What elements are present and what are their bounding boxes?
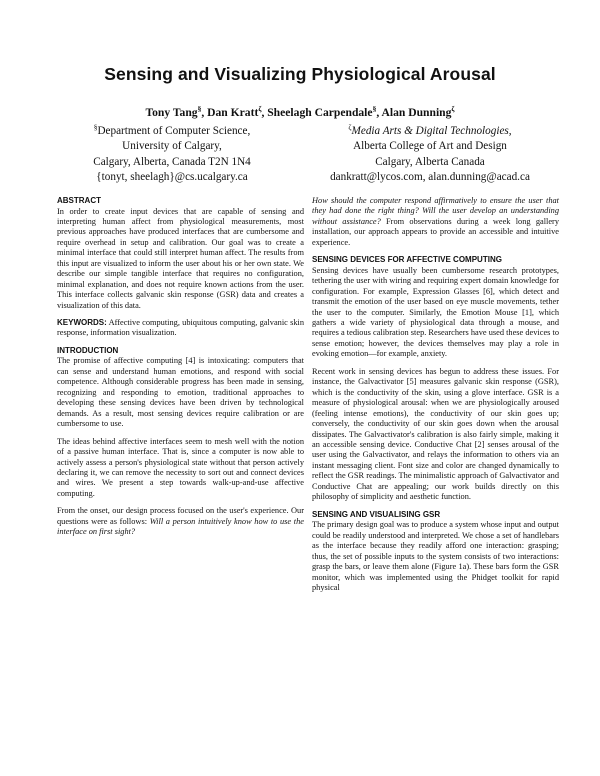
introduction-heading: INTRODUCTION [57, 345, 119, 355]
author-email: {tonyt, sheelagh}@cs.ucalgary.ca [96, 170, 248, 183]
abstract-heading: ABSTRACT [57, 196, 101, 205]
author: Dan Kratt$^\zeta$ [207, 104, 262, 119]
questions-paragraph: How should the computer respond affirmatively to ensure the user that they had done the right thing? Will the user develop an understanding without assistance? From observations during a week long gallery installation, our approach appears to provide an accessible and intuitive experience. [312, 196, 559, 247]
abstract-text: In order to create input devices that are capable of sensing and interpreting human affect from physiological measurements, most previous approaches have produced interfaces that are cumbersome and require overhead in setup and calibration. Our goal was to create a minimal interface that could still interpret human affect. The results from this input are visualized to inform the user about his or her own state. We describe our simple tangible interface that requires no configuration, minimal explanation, and does not require known actions from the user. This interface collects galvanic skin response (GSR) data and creates a visualization of this data. [57, 206, 304, 310]
author: Tony Tang§ [145, 104, 202, 119]
intro-paragraph: From the onset, our design process focused on the user's experience. Our questions were as follows: Will a person intuitively know how to use the interface on first sight? [57, 506, 304, 537]
author-list: Tony Tang§, Dan Kratt$^\zeta$, Sheelagh Carpendale§, Alan Dunning$^\zeta$ [145, 104, 455, 119]
gsr-paragraph: The primary design goal was to produce a system whose input and output could be readily understood and interpreted. We chose a set of handlebars as the interface because they readily afford one interaction: grasping; thus, the set of possible inputs to the system consists of two interactions: grasp the bars, or leave them alone (Figure 1a). These bars form the GSR monitor, which was implemented using the Phidget toolkit for rapid physical [312, 520, 559, 592]
affiliation-left: §Department of Computer Science, University of Calgary, Calgary, Alberta, Canada T2N 1N4 {tonyt, sheelagh}@cs.ucalgary.ca [42, 124, 302, 185]
author: Sheelagh Carpendale§ [267, 104, 377, 119]
sensing-paragraph: Sensing devices have usually been cumbersome research prototypes, tethering the user with wiring and requiring expert domain knowledge for configuration. For example, Expression Glasses [6], which detect and transmit the emotion of the user based on eye muscle movements, tether the user to the computer. Similarly, the Emotion Mouse [1], which gathers a wide variety of physiological data through a mouse, and requires a tedious calibration step. Researchers have used these devices to sense emotion; however, the devices themselves may play a role in evoking emotion—for example, anxiety. [312, 265, 559, 359]
right-column [312, 196, 559, 600]
intro-paragraph: The promise of affective computing [4] is intoxicating: computers that can sense and understand human emotions, and respond with social competence. Although considerable progress has been made in sensing, recognizing and responding to emotion, traditional approaches to developing these sensing devices have been driven by technological demands. As a result, most sensing devices require calibration or are cumbersome to use. [57, 356, 304, 429]
sensing-devices-heading: SENSING DEVICES FOR AFFECTIVE COMPUTING [312, 255, 502, 265]
sensing-paragraph: Recent work in sensing devices has begun to address these issues. For instance, the Galvactivator [5] measures galvanic skin response (GSR), which is the conductivity of the skin, using a glove interface. GSR is a measure of physiological arousal: when we are physiologically aroused (feeling intense emotions), the conductivity of our skin goes up; conversely, the conductivity of our skin goes down when the arousal dissipates. The Galvactivator's calibration is also fairly simple, making it an accessible sensing device. Conductive Chat [2] senses arousal of the user using the Galvactivator, and relays the information to others via an instant messaging client. Font size and color are changed dynamically to reflect the GSR readings. The minimalistic approach of Galvactivator and Conductive Chat are appealing; our work builds directly on this philosophy of simplicity and aesthetic function. [312, 366, 559, 502]
keywords: KEYWORDS: Affective computing, ubiquitous computing, galvanic skin response, information visualization. [57, 318, 304, 338]
author: Alan Dunning$^\zeta$ [381, 104, 455, 119]
author-email: dankratt@lycos.com, alan.dunning@acad.ca [330, 170, 530, 183]
gsr-heading: SENSING AND VISUALISING GSR [312, 509, 441, 519]
paper-title: Sensing and Visualizing Physiological Arousal [104, 64, 496, 84]
affiliation-right: $^\zeta$Media Arts & Digital Technologies, Alberta College of Art and Design Calgary, Alberta Canada dankratt@lycos.com, alan.dunning@acad.ca [300, 124, 560, 185]
left-column [57, 196, 304, 545]
intro-paragraph: The ideas behind affective interfaces seem to mesh well with the notion of a passive human interface. That is, since a computer is now able to actively assess a person's physiological state without that person actively declaring it, we can remove the necessity to sort out and connect devices and wires. We present a step towards walk-up-and-use affective computing. [57, 436, 304, 498]
